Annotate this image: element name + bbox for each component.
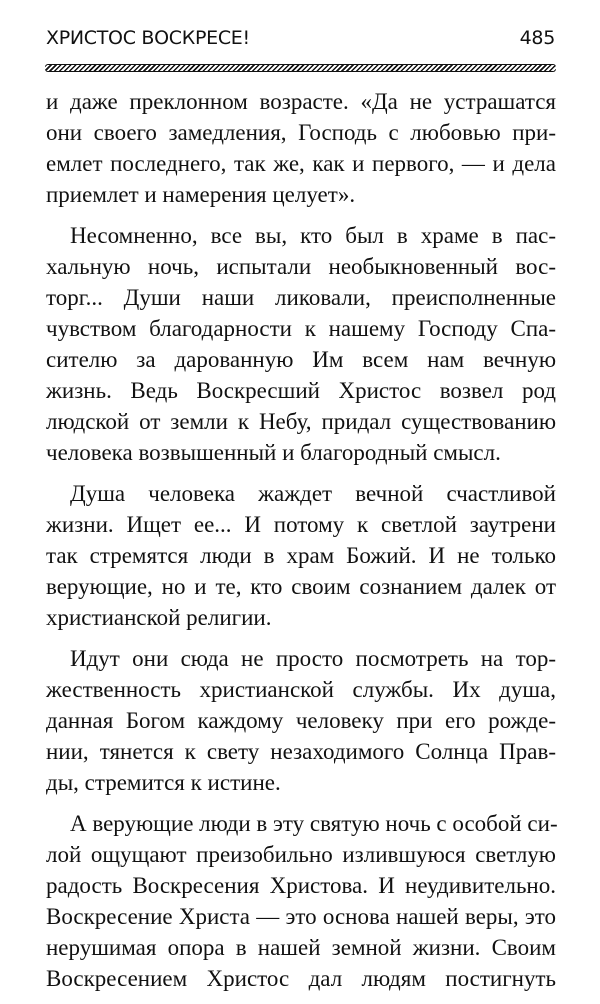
- text-line: нии, тянется к свету незаходимого Солнца Прав-: [46, 739, 556, 764]
- text-line: торг... Души наши ликовали, преисполненные: [46, 285, 556, 310]
- text-line: А верующие люди в эту святую ночь с особой си-: [70, 811, 558, 836]
- paragraph: [46, 220, 556, 468]
- paragraph: [46, 643, 556, 798]
- text-line: приемлет и намерения целует».: [46, 182, 356, 207]
- text-line: Воскресение Христа — это основа нашей веры, это: [46, 904, 556, 929]
- text-line: Несомненно, все вы, кто был в храме в пас-: [70, 223, 556, 248]
- text-line: радость Воскресения Христова. И неудивительно.: [46, 873, 556, 898]
- text-line: христианской религии.: [46, 605, 272, 630]
- text-line: данная Богом каждому человеку при его рожде-: [46, 708, 556, 733]
- text-line: лой ощущают преизобильно излившуюся светлую: [46, 842, 556, 867]
- paragraph: [46, 86, 556, 210]
- text-line: хальную ночь, испытали необыкновенный вос-: [46, 254, 556, 279]
- paragraph: [46, 478, 556, 633]
- text-line: так стремятся люди в храм Божий. И не только: [46, 543, 556, 568]
- text-line: жественность христианской службы. Их душа,: [46, 677, 556, 702]
- text-line: жизни. Ищет ее... И потому к светлой заутрени: [46, 512, 556, 537]
- running-header: [46, 22, 555, 54]
- text-line: они своего замедления, Господь с любовью при-: [46, 120, 556, 145]
- text-line: ды, стремится к истине.: [46, 770, 281, 795]
- running-title: ХРИСТОС ВОСКРЕСЕ!: [46, 27, 250, 49]
- text-line: чувством благодарности к нашему Господу Спа-: [46, 316, 556, 341]
- text-line: людской от земли к Небу, придал существованию: [46, 409, 556, 434]
- text-line: и даже преклонном возрасте. «Да не устрашатся: [46, 89, 556, 114]
- text-line: Идут они сюда не просто посмотреть на тор-: [70, 646, 556, 671]
- text-line: емлет последнего, так же, как и первого, — и дела: [46, 151, 556, 176]
- text-line: жизнь. Ведь Воскресший Христос возвел род: [46, 378, 556, 403]
- text-line: человека возвышенный и благородный смысл.: [46, 440, 501, 465]
- text-line: Душа человека жаждет вечной счастливой: [70, 481, 556, 506]
- paragraph: [46, 808, 556, 994]
- text-line: Воскресением Христос дал людям постигнуть: [46, 966, 556, 991]
- page-body: [46, 86, 556, 1004]
- text-line: сителю за дарованную Им всем нам вечную: [46, 347, 556, 372]
- page-number: 485: [519, 27, 555, 49]
- text-line: верующие, но и те, кто своим сознанием далек от: [46, 574, 556, 599]
- text-line: нерушимая опора в нашей земной жизни. Своим: [46, 935, 556, 960]
- decorative-rope-divider: [45, 64, 556, 72]
